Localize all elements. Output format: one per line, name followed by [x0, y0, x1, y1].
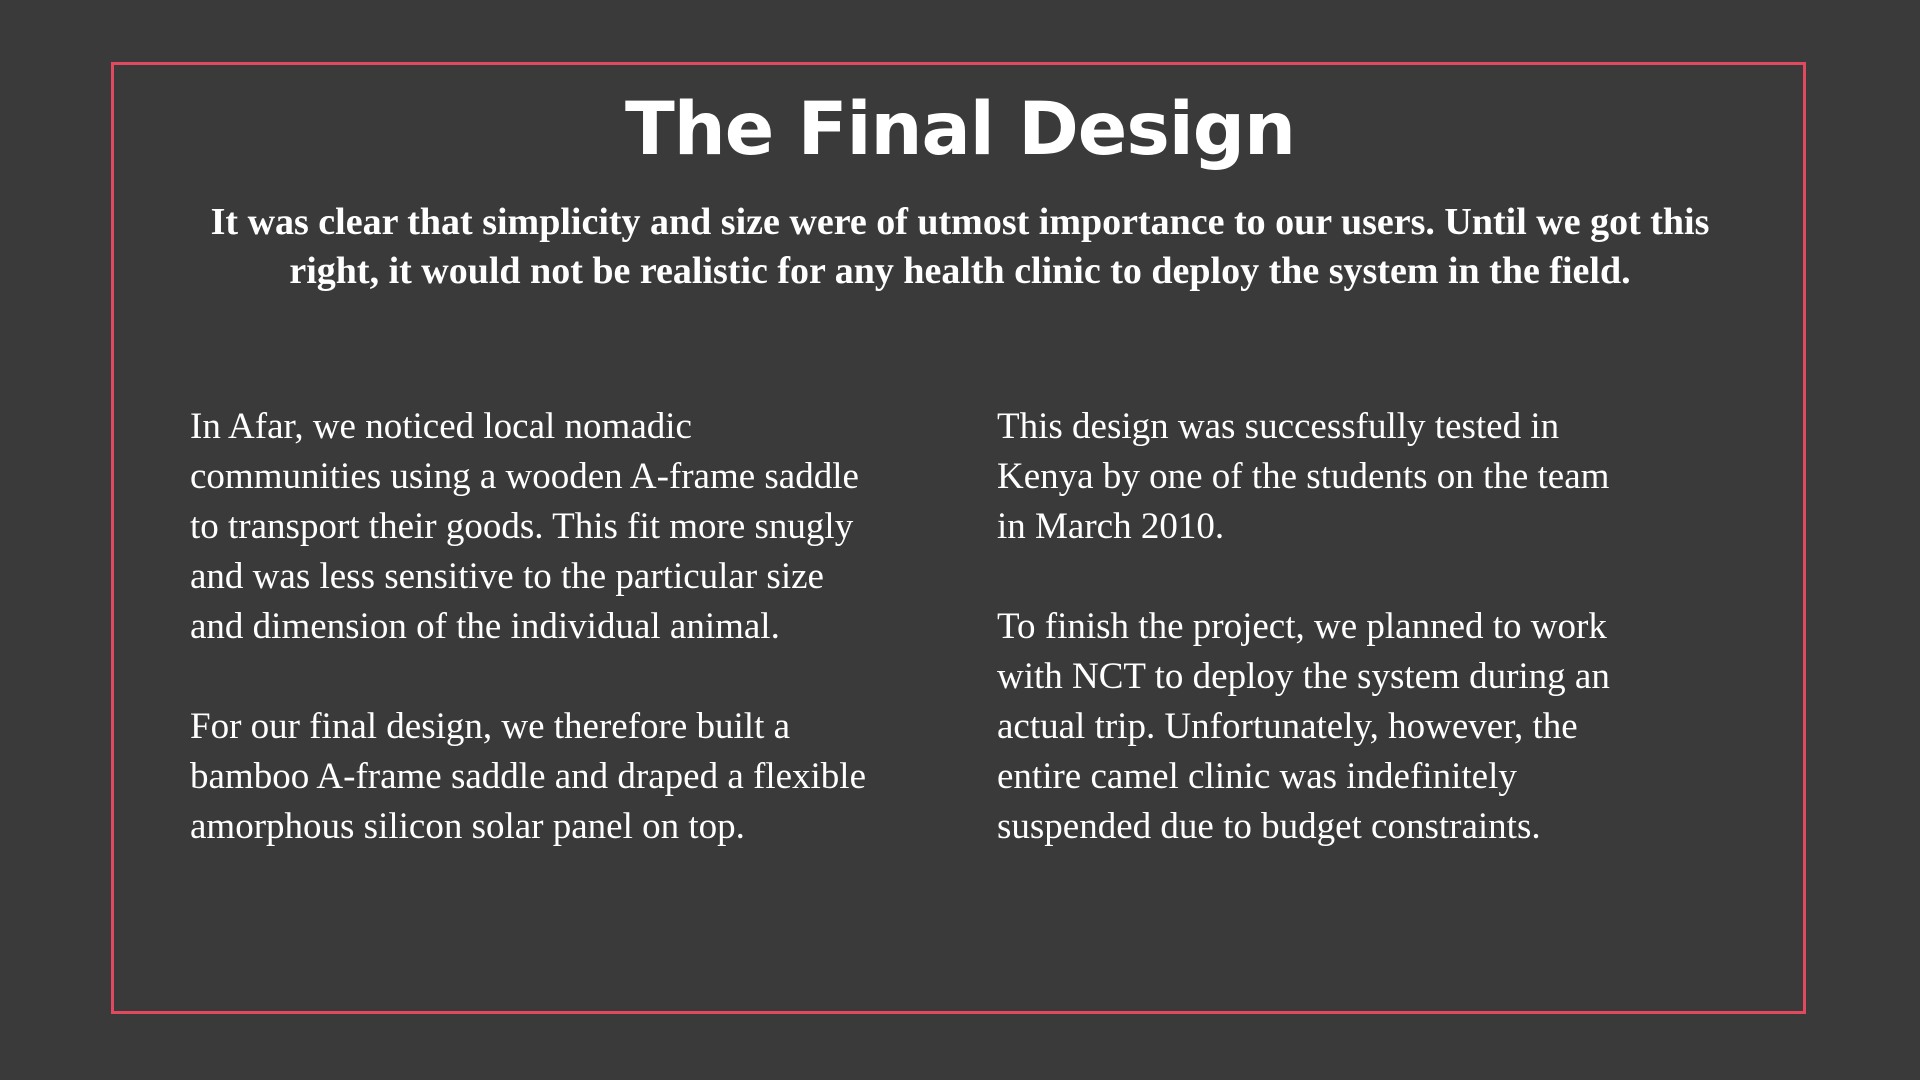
right-paragraph-1: This design was successfully tested in Kenya by one of the students on the team in March 2010. [997, 406, 1610, 547]
right-column [997, 402, 1737, 902]
slide-subtitle: It was clear that simplicity and size were of utmost importance to our users. Until we got this right, it would not be realistic for any health clinic to deploy the system in the field. [210, 201, 1710, 292]
slide-title: The Final Design [624, 87, 1296, 172]
right-paragraph-2: To finish the project, we planned to work with NCT to deploy the system during an actual trip. Unfortunately, however, the entire camel clinic was indefinitely suspended due to budget constraints. [997, 606, 1610, 847]
left-paragraph-1: In Afar, we noticed local nomadic communities using a wooden A-frame saddle to transport their goods. This fit more snugly and was less sensitive to the particular size and dimension of the individual animal. [190, 406, 859, 647]
left-column [190, 402, 930, 902]
left-paragraph-2: For our final design, we therefore built a bamboo A-frame saddle and draped a flexible amorphous silicon solar panel on top. [190, 706, 867, 847]
